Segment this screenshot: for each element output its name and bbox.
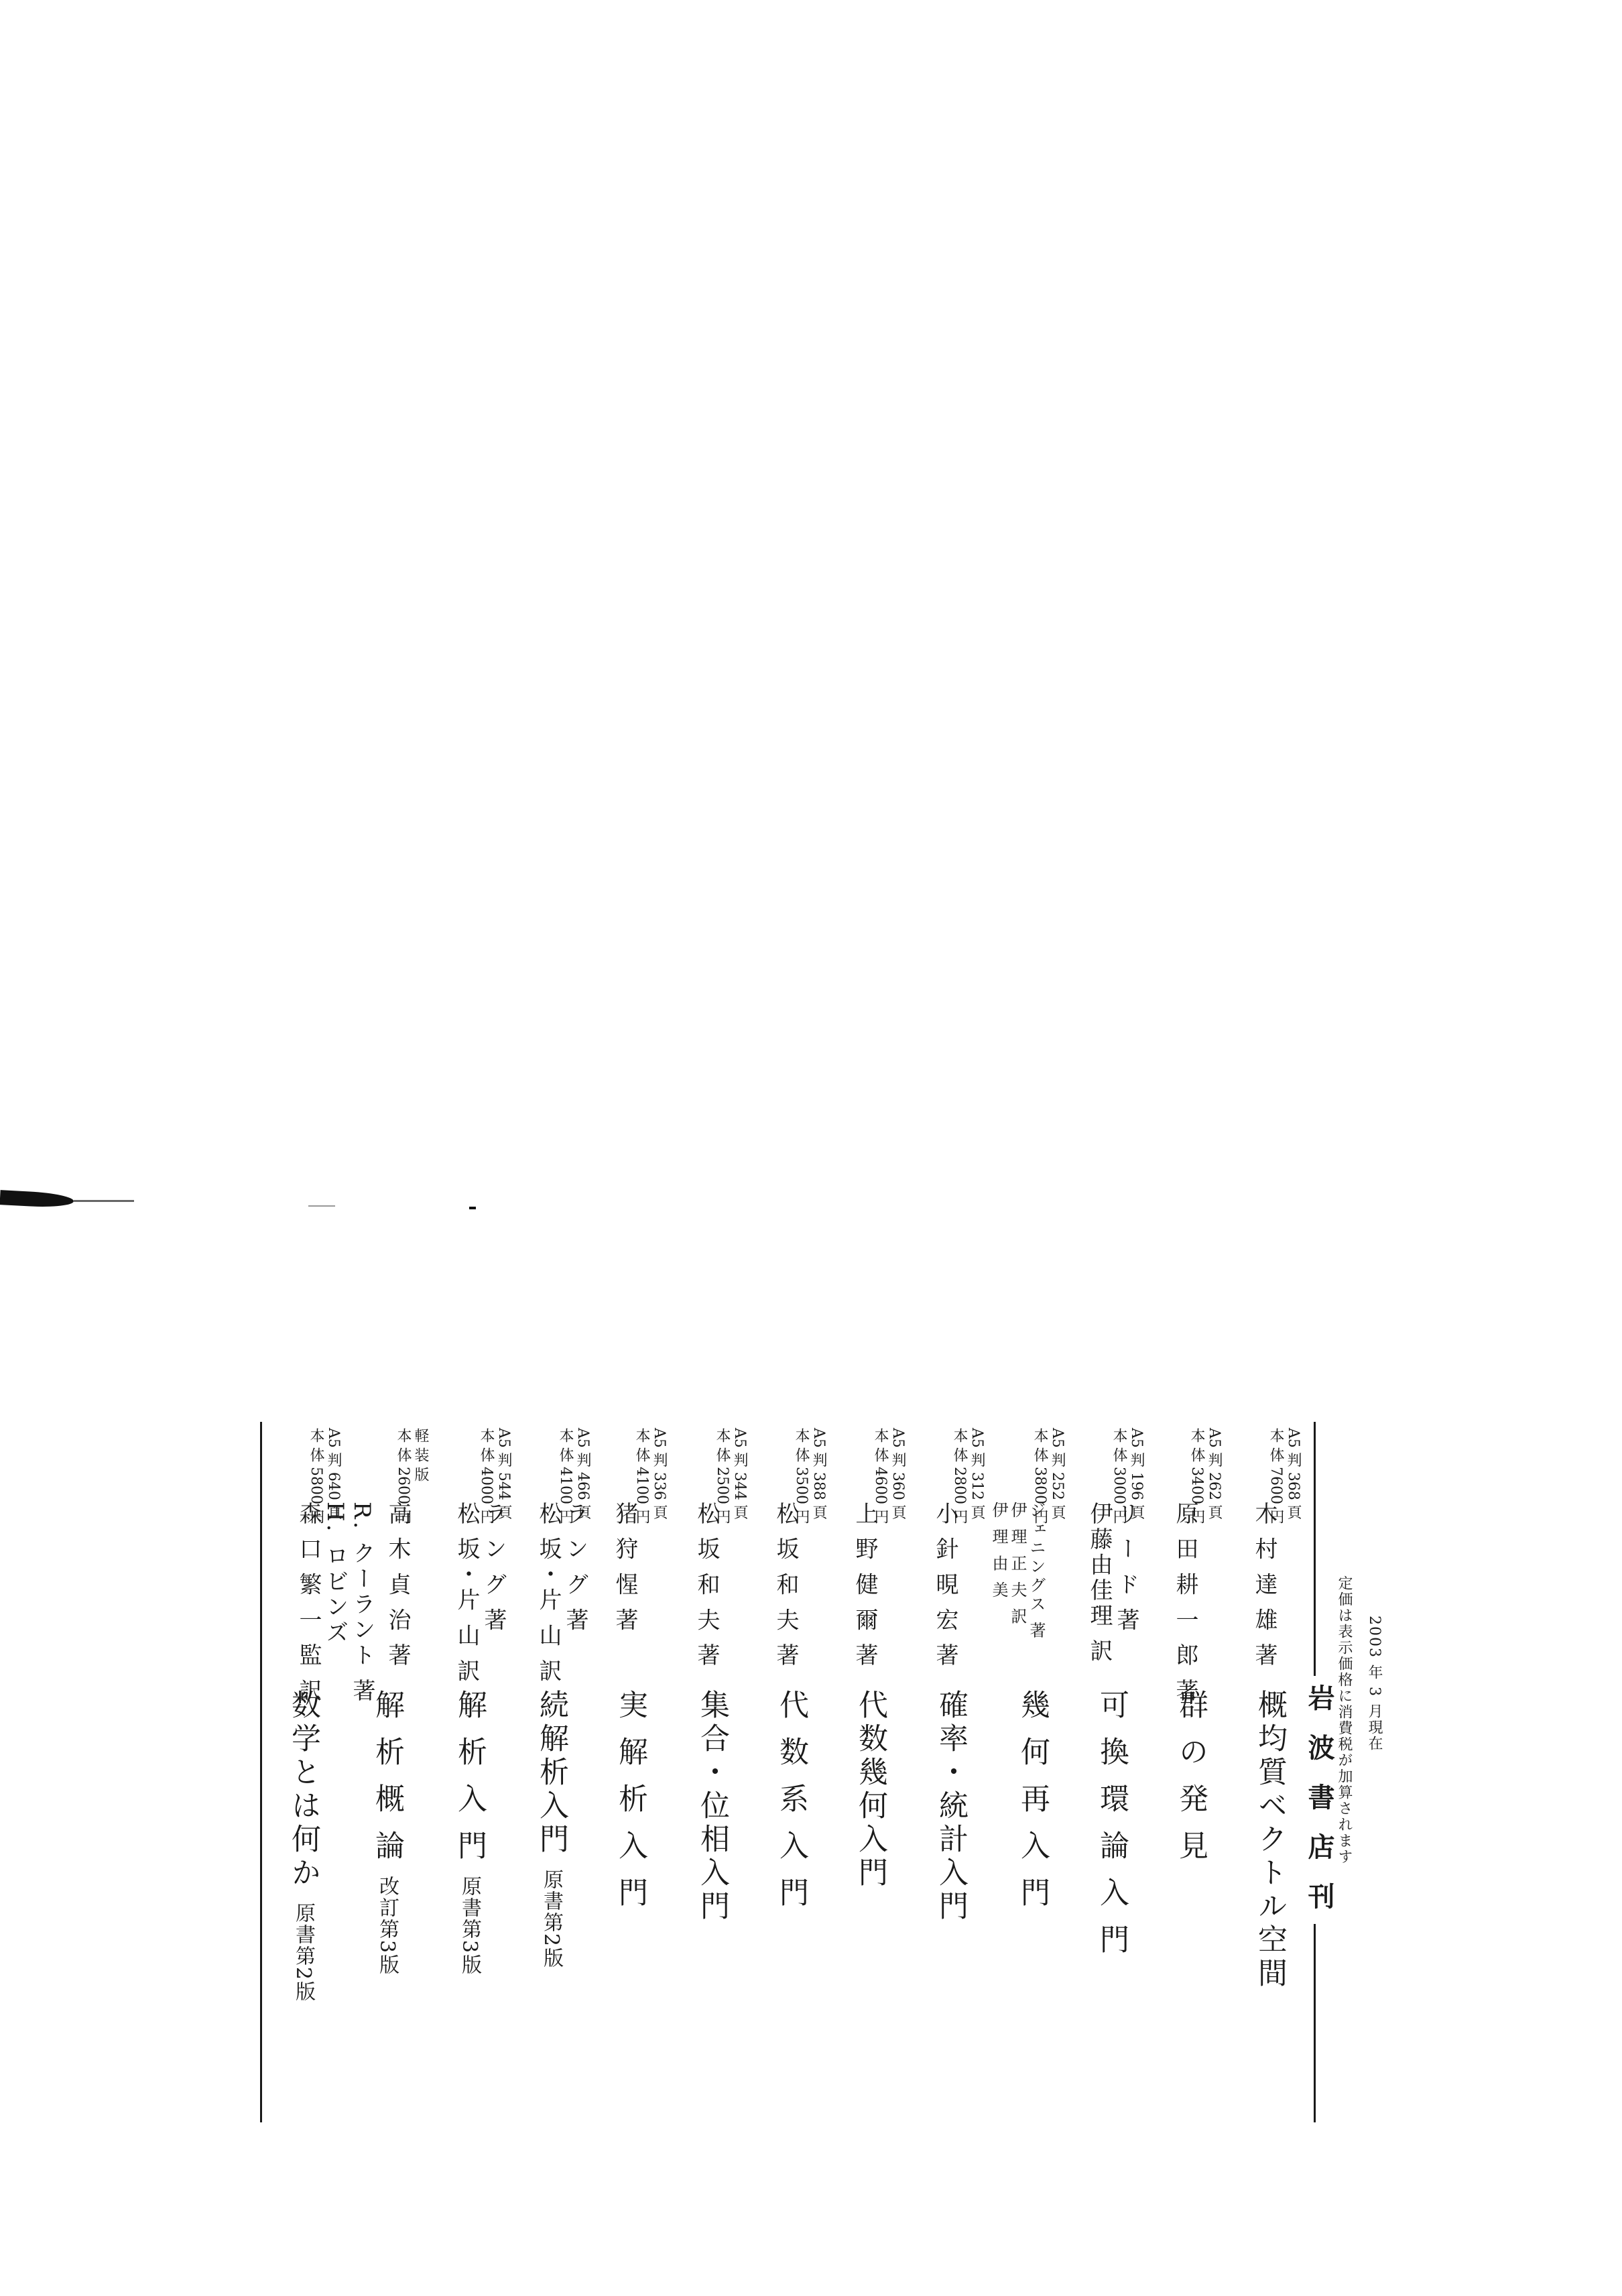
- scan-smudge: [0, 1190, 74, 1209]
- scan-speck: [469, 1207, 476, 1209]
- book-author: 小 針 晛 宏 著: [932, 1502, 958, 1669]
- book-author: ラ ン グ 著 松 坂・片 山 訳: [535, 1502, 588, 1685]
- book-author: 木 村 達 雄 著: [1251, 1502, 1277, 1669]
- book-edition: 原書第3版: [458, 1875, 481, 1976]
- book-price: A5 判 388 頁 本 体 3500 円: [793, 1428, 827, 1524]
- book-price: A5 判 466 頁 本 体 4100 円: [557, 1428, 591, 1524]
- book-author: 松 坂 和 夫 著: [693, 1502, 720, 1669]
- book-price: A5 判 252 頁 本 体 3800 円: [1032, 1428, 1066, 1524]
- book-author: R. クーラント 著 H. ロビンズ 森 口 繁 一 監 訳: [295, 1502, 375, 1705]
- book-author: リ ー ド 著 伊藤由佳理 訳: [1086, 1502, 1139, 1665]
- scan-speck: [308, 1205, 335, 1207]
- tax-note: 定価は表示価格に消費税が加算されます: [1336, 1575, 1353, 1865]
- book-title: 解 析 入 門原書第3版: [452, 1689, 487, 1976]
- book-title: 確率・統計入門: [934, 1689, 968, 1924]
- book-price: A5 判 544 頁 本 体 4000 円: [478, 1428, 512, 1524]
- publisher-name: 岩 波 書 店 刊: [1300, 1676, 1338, 1924]
- book-price: A5 判 262 頁 本 体 3400 円: [1188, 1428, 1223, 1524]
- book-price: A5 判 344 頁 本 体 2500 円: [714, 1428, 748, 1524]
- book-author: 高 木 貞 治 著: [384, 1502, 411, 1669]
- book-author: ラ ン グ 著 松 坂・片 山 訳: [453, 1502, 507, 1685]
- book-title: 概均質ベクトル空間: [1253, 1689, 1287, 1991]
- price-date: 2003 年 3 月現在: [1366, 1616, 1383, 1752]
- book-author: 猪 狩 惺 著: [611, 1502, 638, 1634]
- book-title: 代 数 系 入 門: [774, 1689, 808, 1911]
- book-price: A5 判 640 頁 本 体 5800 円: [308, 1428, 342, 1524]
- book-title: 幾 何 再 入 門: [1015, 1689, 1050, 1911]
- book-edition: 原書第2版: [292, 1902, 315, 2003]
- book-title: 代数幾何入門: [853, 1689, 887, 1890]
- book-price: A5 判 360 頁 本 体 4600 円: [872, 1428, 906, 1524]
- book-author: 原 田 耕 一 郎 著: [1172, 1502, 1198, 1705]
- book-author: 松 坂 和 夫 著: [772, 1502, 799, 1669]
- book-title: 続解析入門原書第2版: [534, 1689, 568, 1970]
- book-author: ジェニングス 著 伊 理 正 夫 訳 伊 理 由 美: [989, 1502, 1046, 1641]
- book-title: 可 換 環 論 入 門: [1095, 1689, 1129, 1957]
- book-edition: 原書第2版: [540, 1869, 563, 1970]
- book-edition: 改訂第3版: [375, 1875, 399, 1976]
- book-title: 集合・位相入門: [695, 1689, 729, 1924]
- book-price: A5 判 196 頁 本 体 3000 円: [1111, 1428, 1145, 1524]
- scan-smudge-tail: [74, 1200, 134, 1202]
- book-author: 上 野 健 爾 著: [851, 1502, 878, 1669]
- book-price: A5 判 368 頁 本 体 7600 円: [1267, 1428, 1302, 1524]
- book-price: 軽 装 版 本 体 2600 円: [395, 1428, 429, 1524]
- book-title: 解 析 概 論改訂第3版: [370, 1689, 404, 1976]
- book-price: A5 判 312 頁 本 体 2800 円: [951, 1428, 985, 1524]
- book-title: 数学とは何か原書第2版: [286, 1689, 320, 2003]
- book-title: 実 解 析 入 門: [613, 1689, 647, 1911]
- book-title: 群 の 発 見: [1174, 1689, 1208, 1864]
- book-price: A5 判 336 頁 本 体 4100 円: [633, 1428, 668, 1524]
- top-rule: [260, 1422, 262, 2122]
